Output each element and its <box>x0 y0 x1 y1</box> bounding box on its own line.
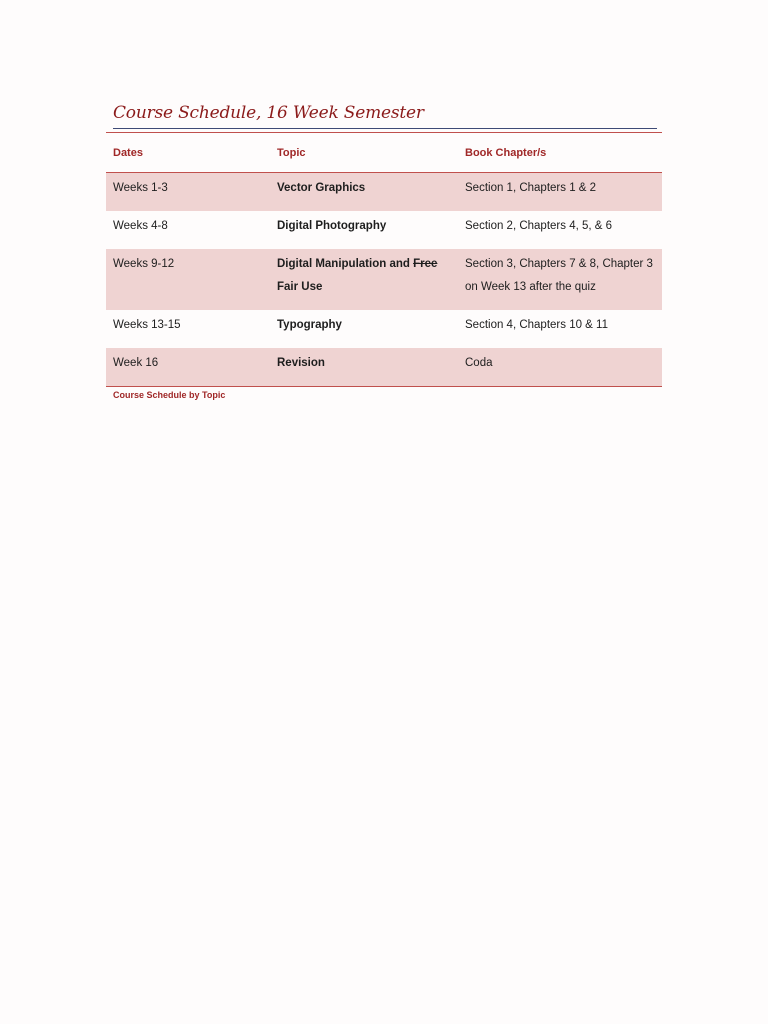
row-topic-text-line2: Fair Use <box>277 281 323 293</box>
row-topic: Typography <box>277 319 342 331</box>
row-topic <box>270 249 458 310</box>
row-topic-struck-word: Free <box>413 258 438 270</box>
row-chapters: Section 2, Chapters 4, 5, & 6 <box>465 220 613 232</box>
row-chapters: Section 1, Chapters 1 & 2 <box>458 173 662 212</box>
row-dates: Weeks 4-8 <box>113 220 168 232</box>
header-dates: Dates <box>106 133 270 173</box>
table-row <box>106 173 662 212</box>
row-dates: Weeks 13-15 <box>113 319 181 331</box>
header-topic: Topic <box>270 133 458 173</box>
row-topic: Vector Graphics <box>270 173 458 212</box>
row-chapters: Coda <box>458 348 662 387</box>
title-underline <box>113 128 657 129</box>
row-chapters-text-line2: on Week 13 after the quiz <box>465 281 596 293</box>
row-chapters: Section 4, Chapters 10 & 11 <box>465 319 608 331</box>
course-schedule-table <box>106 132 662 387</box>
row-chapters <box>458 249 662 310</box>
table-row <box>106 211 662 249</box>
row-dates: Week 16 <box>106 348 270 387</box>
table-row <box>106 249 662 310</box>
row-topic: Revision <box>270 348 458 387</box>
row-dates: Weeks 9-12 <box>106 249 270 310</box>
table-row <box>106 348 662 387</box>
row-topic-text: Digital Manipulation and <box>277 258 410 270</box>
row-dates: Weeks 1-3 <box>106 173 270 212</box>
row-topic: Digital Photography <box>277 220 387 232</box>
document-title: Course Schedule, 16 Week Semester <box>113 103 424 123</box>
row-chapters-text: Section 3, Chapters 7 & 8, Chapter 3 <box>465 258 653 270</box>
table-row <box>106 310 662 348</box>
table-caption: Course Schedule by Topic <box>113 390 226 400</box>
header-book-chapters: Book Chapter/s <box>458 133 662 173</box>
table-header-row <box>106 133 662 173</box>
